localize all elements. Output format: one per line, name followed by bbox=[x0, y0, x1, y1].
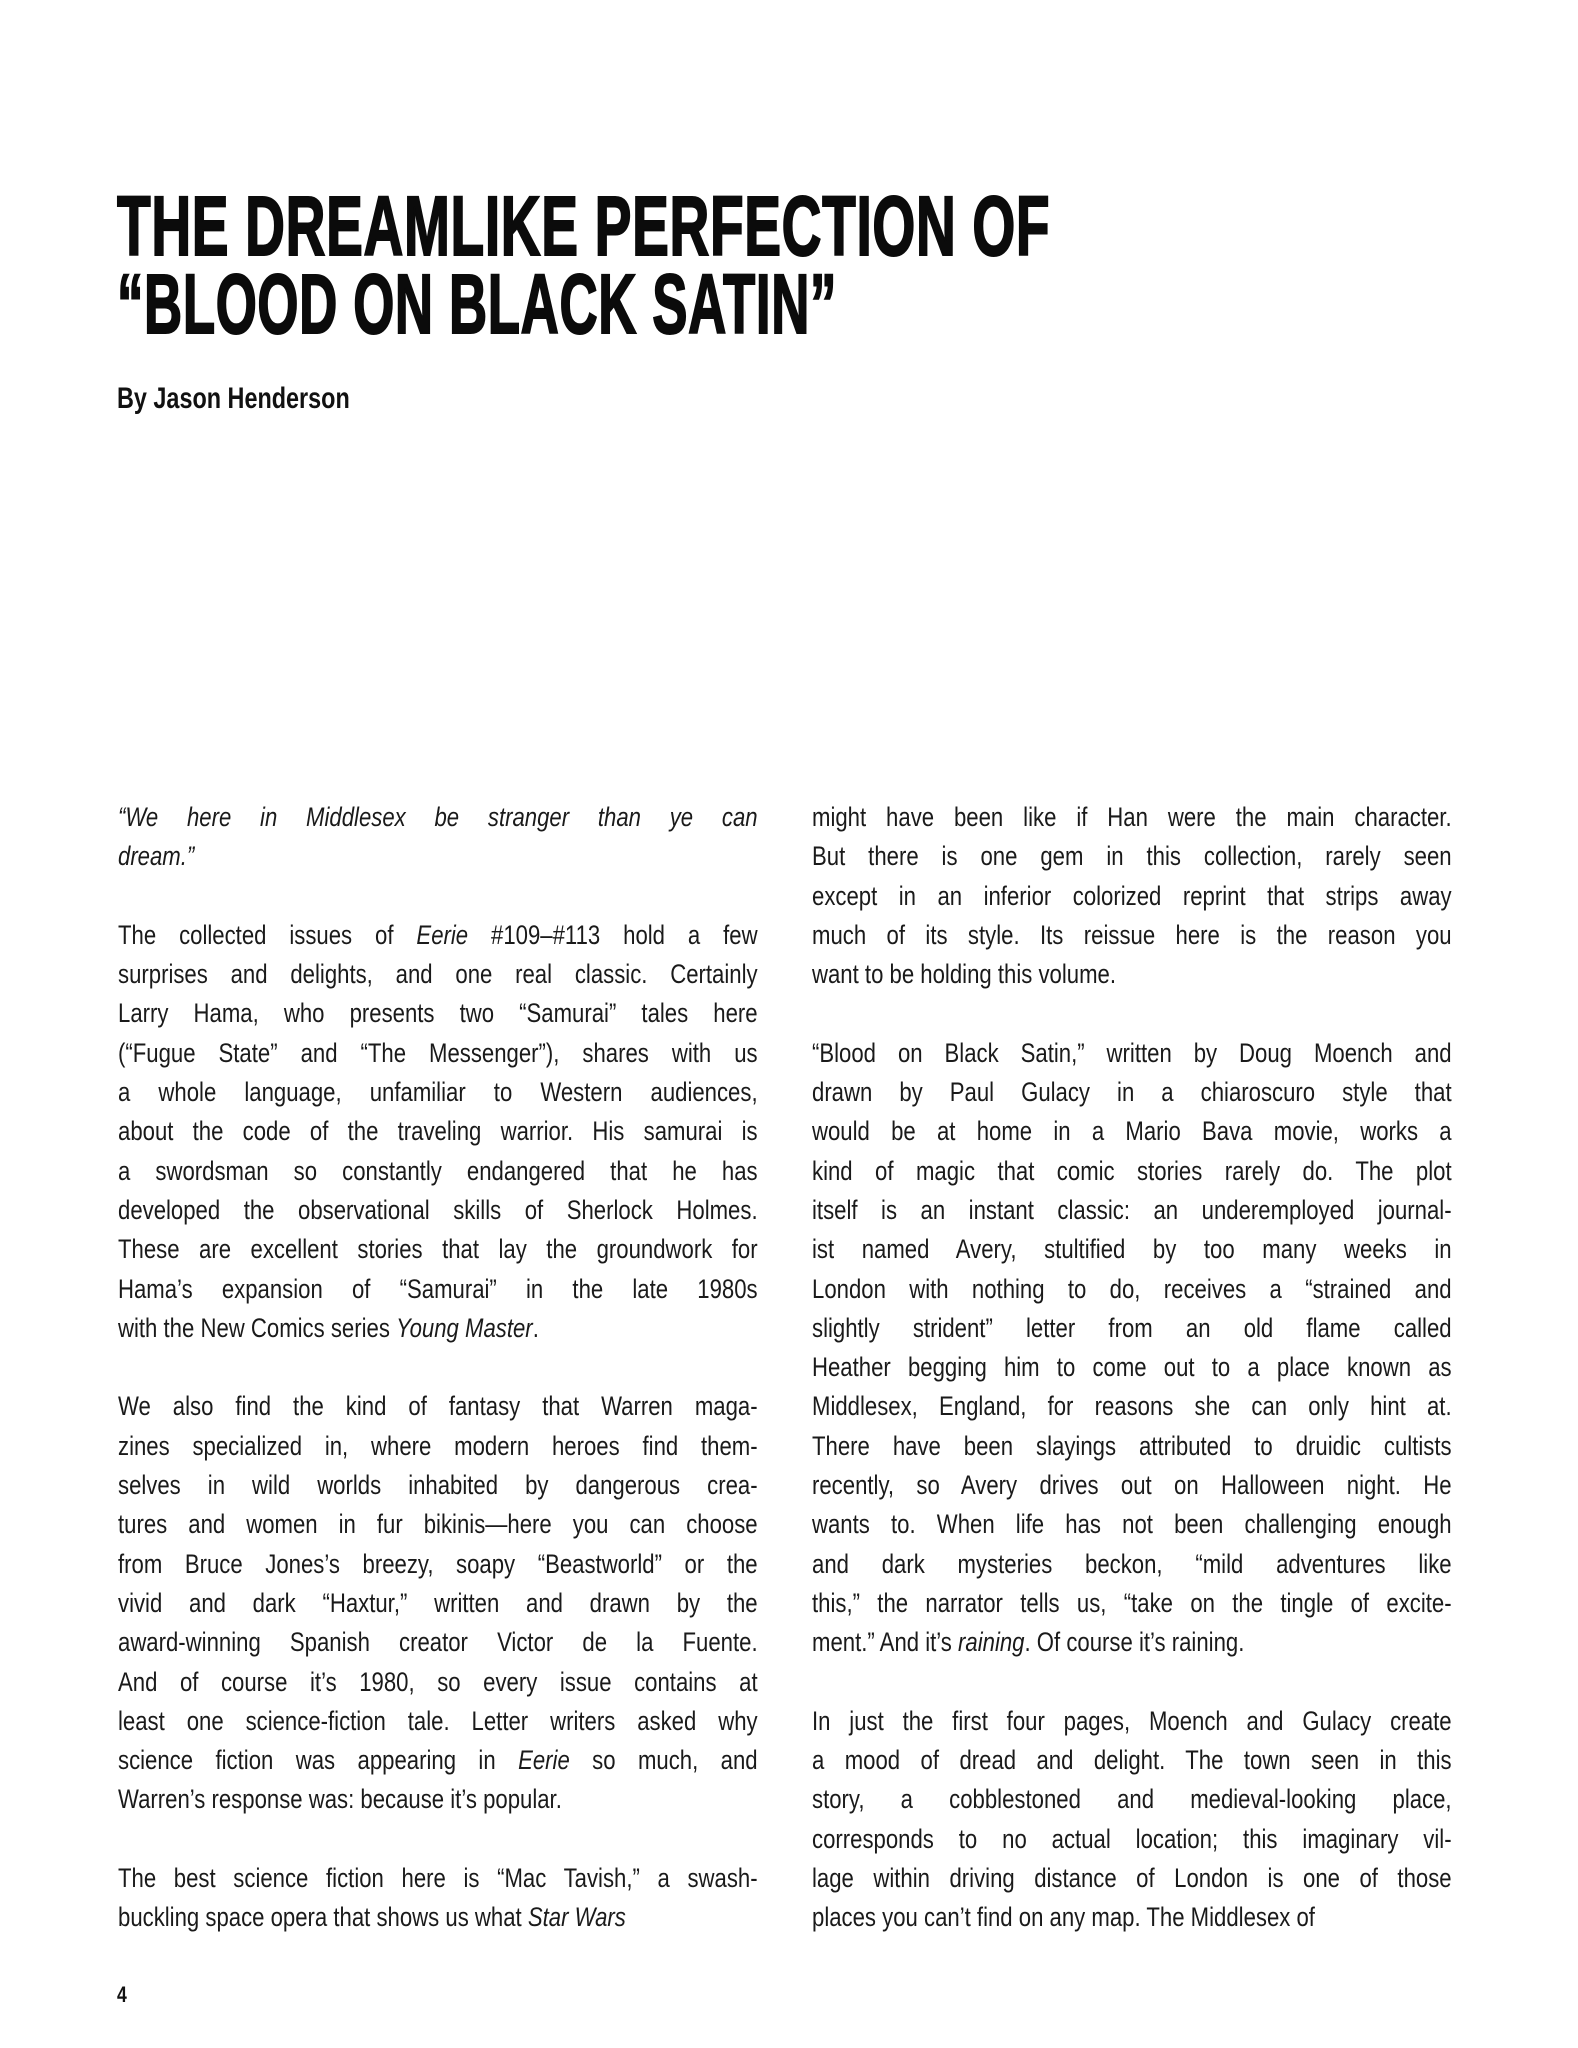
text-line bbox=[118, 1623, 758, 1662]
text-run: slightly strident” letter from an old flame called bbox=[812, 1312, 1452, 1343]
text-run: ment.” And it’s bbox=[812, 1627, 959, 1658]
text-run: with the New Comics series bbox=[118, 1312, 397, 1343]
paragraph bbox=[812, 1702, 1452, 1938]
text-line bbox=[118, 837, 758, 876]
text-line bbox=[118, 1741, 758, 1780]
text-line bbox=[118, 1387, 758, 1426]
text-line bbox=[812, 1545, 1452, 1584]
text-run: Heather begging him to come out to a place known as bbox=[812, 1352, 1452, 1383]
text-line bbox=[812, 1387, 1452, 1426]
text-line bbox=[118, 1466, 758, 1505]
text-line bbox=[118, 798, 758, 837]
text-run: and dark mysteries beckon, “mild adventures like bbox=[812, 1548, 1452, 1579]
text-line bbox=[118, 1112, 758, 1151]
text-line bbox=[118, 1702, 758, 1741]
paragraph bbox=[118, 798, 758, 877]
text-line bbox=[812, 1348, 1452, 1387]
text-line bbox=[812, 1623, 1452, 1662]
text-run: #109–#113 hold a few bbox=[468, 919, 758, 950]
text-run: And of course it’s 1980, so every issue contains at bbox=[118, 1666, 758, 1697]
text-run: Warren’s response was: because it’s popular. bbox=[118, 1784, 562, 1815]
text-line bbox=[118, 916, 758, 955]
text-line bbox=[812, 1191, 1452, 1230]
text-line bbox=[812, 955, 1452, 994]
page-number: 4 bbox=[117, 1982, 127, 2007]
text-line bbox=[118, 1427, 758, 1466]
paragraph bbox=[812, 1034, 1452, 1663]
text-run: story, a cobblestoned and medieval-looking place, bbox=[812, 1784, 1452, 1815]
text-run: The collected issues of bbox=[118, 919, 417, 950]
text-run: In just the first four pages, Moench and Gulacy create bbox=[812, 1705, 1452, 1736]
text-run: ist named Avery, stultified by too many weeks in bbox=[812, 1234, 1452, 1265]
text-run: . Of course it’s raining. bbox=[1024, 1627, 1245, 1658]
text-line bbox=[118, 1545, 758, 1584]
text-run: These are excellent stories that lay the groundwork for bbox=[118, 1234, 758, 1265]
text-run: surprises and delights, and one real classic. Certainly bbox=[118, 959, 758, 990]
text-run: much of its style. Its reissue here is the reason you bbox=[812, 919, 1452, 950]
text-run: There have been slayings attributed to druidic cultists bbox=[812, 1430, 1452, 1461]
text-line bbox=[118, 1270, 758, 1309]
text-line bbox=[812, 1741, 1452, 1780]
text-line bbox=[118, 1309, 758, 1348]
text-line bbox=[118, 1505, 758, 1544]
paragraph bbox=[118, 916, 758, 1348]
text-run: might have been like if Han were the main character. bbox=[812, 802, 1452, 832]
text-line bbox=[812, 1859, 1452, 1898]
text-run: from Bruce Jones’s breezy, soapy “Beastworld” or the bbox=[118, 1548, 758, 1579]
text-line bbox=[812, 1270, 1452, 1309]
text-line bbox=[812, 1505, 1452, 1544]
text-line bbox=[812, 1584, 1452, 1623]
text-run: a swordsman so constantly endangered that he has bbox=[118, 1155, 758, 1186]
paragraph bbox=[812, 798, 1452, 994]
left-column bbox=[118, 798, 758, 1938]
text-line bbox=[812, 1112, 1452, 1151]
text-line bbox=[812, 1898, 1452, 1937]
text-run: “Blood on Black Satin,” written by Doug Moench and bbox=[812, 1037, 1452, 1068]
paragraph-gap bbox=[118, 1820, 758, 1859]
italic-text-run: dream.” bbox=[118, 841, 195, 872]
text-run: buckling space opera that shows us what bbox=[118, 1902, 528, 1933]
text-run: would be at home in a Mario Bava movie, works a bbox=[812, 1116, 1452, 1147]
text-run: . bbox=[532, 1312, 539, 1343]
text-line bbox=[118, 1584, 758, 1623]
text-run: a whole language, unfamiliar to Western audiences, bbox=[118, 1077, 758, 1108]
text-run: award-winning Spanish creator Victor de la Fuente. bbox=[118, 1627, 758, 1658]
italic-text-run: Eerie bbox=[518, 1745, 570, 1776]
text-run: a mood of dread and delight. The town seen in this bbox=[812, 1745, 1452, 1776]
paragraph bbox=[118, 1387, 758, 1819]
byline: By Jason Henderson bbox=[117, 382, 350, 415]
text-line bbox=[812, 1073, 1452, 1112]
text-line bbox=[812, 1780, 1452, 1819]
right-column bbox=[812, 798, 1452, 1938]
text-line bbox=[812, 1230, 1452, 1269]
text-line bbox=[118, 994, 758, 1033]
paragraph-gap bbox=[812, 1663, 1452, 1702]
paragraph-gap bbox=[118, 877, 758, 916]
text-run: But there is one gem in this collection, rarely seen bbox=[812, 841, 1452, 872]
text-line bbox=[812, 1427, 1452, 1466]
text-run: Hama’s expansion of “Samurai” in the late 1980s bbox=[118, 1273, 758, 1304]
text-line bbox=[812, 837, 1452, 876]
text-line bbox=[812, 1466, 1452, 1505]
text-line bbox=[118, 955, 758, 994]
italic-text-run: Star Wars bbox=[527, 1902, 626, 1933]
article-title-line-1: THE DREAMLIKE PERFECTION OF bbox=[117, 179, 1051, 273]
text-line bbox=[812, 798, 1452, 837]
text-run: want to be holding this volume. bbox=[812, 959, 1117, 990]
text-run: about the code of the traveling warrior. His samurai is bbox=[118, 1116, 758, 1147]
text-line bbox=[812, 877, 1452, 916]
text-run: London with nothing to do, receives a “strained and bbox=[812, 1273, 1452, 1304]
text-line bbox=[118, 1152, 758, 1191]
text-run: (“Fugue State” and “The Messenger”), shares with us bbox=[118, 1037, 758, 1068]
text-run: except in an inferior colorized reprint that strips away bbox=[812, 880, 1452, 911]
text-run: this,” the narrator tells us, “take on the tingle of excite- bbox=[812, 1587, 1452, 1618]
italic-text-run: Eerie bbox=[416, 919, 469, 950]
text-line bbox=[812, 1152, 1452, 1191]
italic-text-run: raining bbox=[958, 1627, 1025, 1658]
paragraph-gap bbox=[118, 1348, 758, 1387]
text-line bbox=[812, 1702, 1452, 1741]
italic-text-run: “We here in Middlesex be stranger than ye can bbox=[118, 802, 758, 832]
text-run: Middlesex, England, for reasons she can only hint at. bbox=[812, 1391, 1452, 1422]
italic-text-run: Young Master bbox=[396, 1312, 533, 1343]
text-run: itself is an instant classic: an underemployed journal- bbox=[812, 1194, 1452, 1225]
text-line bbox=[812, 1034, 1452, 1073]
paragraph bbox=[118, 1859, 758, 1938]
article-title-line-2: “BLOOD ON BLACK SATIN” bbox=[117, 257, 838, 351]
text-run: tures and women in fur bikinis—here you can choose bbox=[118, 1509, 758, 1540]
text-run: least one science-fiction tale. Letter writers asked why bbox=[118, 1705, 758, 1736]
text-run: selves in wild worlds inhabited by dangerous crea- bbox=[118, 1470, 758, 1501]
text-line bbox=[812, 916, 1452, 955]
text-run: places you can’t find on any map. The Middlesex of bbox=[812, 1902, 1315, 1933]
text-run: drawn by Paul Gulacy in a chiaroscuro style that bbox=[812, 1077, 1452, 1108]
text-line bbox=[118, 1073, 758, 1112]
text-run: zines specialized in, where modern heroes find them- bbox=[118, 1430, 758, 1461]
text-line bbox=[118, 1663, 758, 1702]
text-line bbox=[812, 1820, 1452, 1859]
text-run: developed the observational skills of Sherlock Holmes. bbox=[118, 1194, 758, 1225]
text-run: The best science fiction here is “Mac Tavish,” a swash- bbox=[118, 1863, 758, 1894]
text-run: science fiction was appearing in bbox=[118, 1745, 519, 1776]
text-line bbox=[118, 1859, 758, 1898]
paragraph-gap bbox=[812, 994, 1452, 1033]
text-line bbox=[118, 1230, 758, 1269]
text-line bbox=[118, 1780, 758, 1819]
text-run: kind of magic that comic stories rarely do. The plot bbox=[812, 1155, 1452, 1186]
text-run: We also find the kind of fantasy that Warren maga- bbox=[118, 1391, 758, 1422]
text-run: wants to. When life has not been challenging enough bbox=[812, 1509, 1452, 1540]
text-line bbox=[118, 1034, 758, 1073]
text-line bbox=[118, 1898, 758, 1937]
text-run: so much, and bbox=[569, 1745, 758, 1776]
text-run: recently, so Avery drives out on Halloween night. He bbox=[812, 1470, 1452, 1501]
text-line bbox=[812, 1309, 1452, 1348]
text-run: corresponds to no actual location; this imaginary vil- bbox=[812, 1823, 1452, 1854]
text-run: vivid and dark “Haxtur,” written and drawn by the bbox=[118, 1587, 758, 1618]
text-run: Larry Hama, who presents two “Samurai” tales here bbox=[118, 998, 758, 1029]
text-run: lage within driving distance of London is one of those bbox=[812, 1863, 1452, 1894]
text-line bbox=[118, 1191, 758, 1230]
